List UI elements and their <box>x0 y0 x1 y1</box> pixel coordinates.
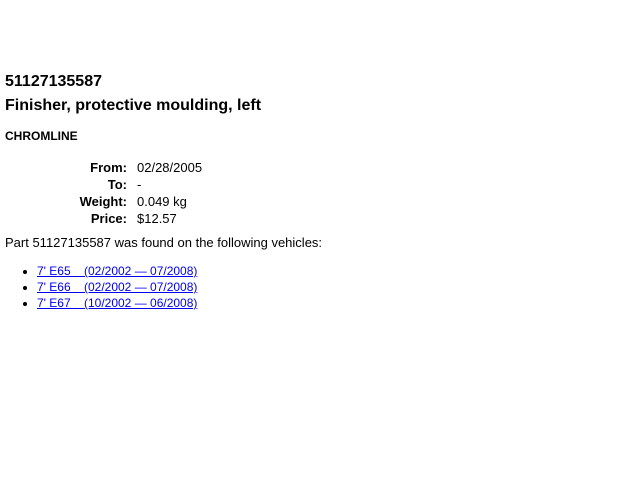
table-row-from <box>5 159 202 176</box>
list-item <box>37 295 635 311</box>
table-row-weight <box>5 193 202 210</box>
found-on-text: Part 51127135587 was found on the following vehicles: <box>5 235 323 250</box>
from-label: From: <box>90 160 127 175</box>
table-row-price <box>5 210 202 227</box>
vehicle-link-e65[interactable]: 7' E65 (02/2002 — 07/2008) <box>37 264 198 278</box>
vehicle-link-e66[interactable]: 7' E66 (02/2002 — 07/2008) <box>37 280 198 294</box>
price-value: $12.57 <box>137 211 177 226</box>
weight-label: Weight: <box>79 194 127 209</box>
price-label: Price: <box>90 211 127 226</box>
vehicle-link-e67[interactable]: 7' E67 (10/2002 — 06/2008) <box>37 296 198 310</box>
vehicle-list <box>5 263 635 311</box>
part-details-table <box>5 159 202 227</box>
part-number-heading: 51127135587 <box>5 73 102 90</box>
to-label: To: <box>107 177 127 192</box>
to-value: - <box>137 177 142 192</box>
table-row-to <box>5 176 202 193</box>
list-item <box>37 279 635 295</box>
part-variant-heading: CHROMLINE <box>5 129 78 143</box>
list-item <box>37 263 635 279</box>
part-detail-page <box>0 74 635 480</box>
part-name-heading: Finisher, protective moulding, left <box>5 97 262 114</box>
weight-value: 0.049 kg <box>137 194 187 209</box>
from-value: 02/28/2005 <box>137 160 203 175</box>
